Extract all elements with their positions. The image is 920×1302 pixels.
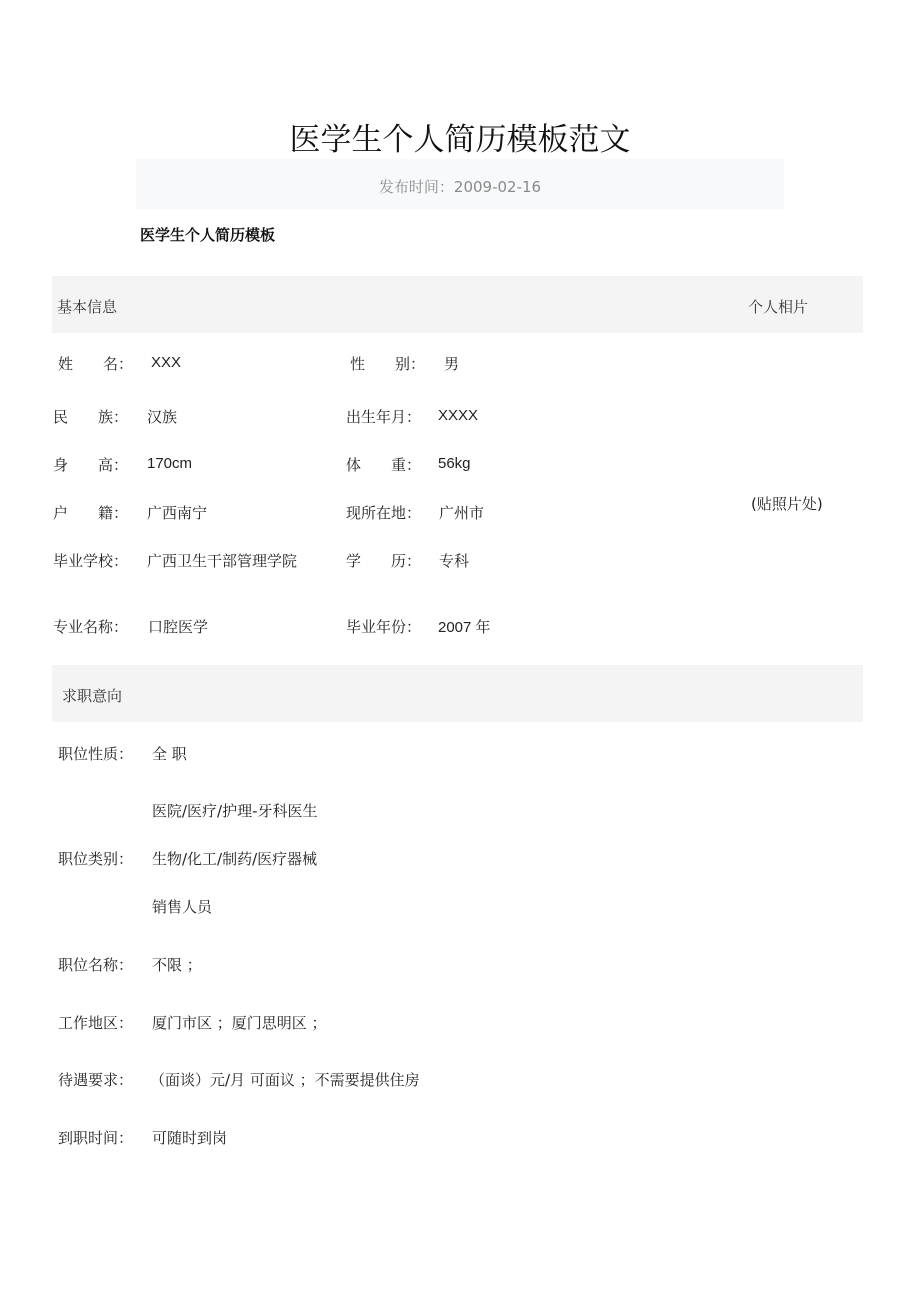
residence-value: 广州市: [439, 504, 485, 522]
job-intent-label: 求职意向: [62, 687, 123, 705]
basic-info-label: 基本信息: [57, 298, 118, 316]
job-nature-value: 全 职: [152, 745, 187, 763]
page-title: 医学生个人简历模板范文: [289, 122, 631, 158]
ethnicity-label: 民 族：: [53, 408, 129, 426]
height-value: 170cm: [147, 455, 193, 472]
school-value: 广西卫生干部管理学院: [147, 552, 298, 570]
resume-subtitle: 医学生个人简历模板: [140, 226, 276, 244]
start-time-label: 到职时间：: [58, 1129, 134, 1147]
birth-label: 出生年月：: [346, 408, 422, 426]
job-category-line-1: 医院/医疗/护理-牙科医生: [152, 802, 318, 820]
hukou-value: 广西南宁: [147, 504, 208, 522]
publish-date: 发布时间：2009-02-16: [378, 178, 542, 196]
degree-label: 学 历：: [346, 552, 422, 570]
job-position-value: 不限 ；: [152, 956, 202, 974]
job-position-label: 职位名称：: [58, 956, 134, 974]
ethnicity-value: 汉族: [147, 408, 178, 426]
birth-value: XXXX: [438, 407, 479, 424]
major-label: 专业名称：: [53, 618, 129, 636]
job-intent-header: [52, 665, 863, 722]
degree-value: 专科: [439, 552, 470, 570]
job-category-line-3: 销售人员: [152, 898, 213, 916]
name-label: 姓 名：: [58, 355, 134, 373]
photo-placeholder: (贴照片处): [751, 495, 823, 513]
weight-value: 56kg: [438, 455, 471, 472]
gender-value: 男: [444, 355, 460, 373]
start-time-value: 可随时到岗: [152, 1129, 228, 1147]
salary-label: 待遇要求：: [58, 1071, 134, 1089]
weight-label: 体 重：: [346, 456, 422, 474]
photo-label: 个人相片: [748, 298, 809, 316]
school-label: 毕业学校：: [53, 552, 129, 570]
job-nature-label: 职位性质：: [58, 745, 134, 763]
grad-year-value: 2007 年: [438, 619, 491, 636]
salary-value: （面谈）元/月 可面议 ；不需要提供住房: [150, 1071, 420, 1089]
name-value: XXX: [151, 354, 182, 371]
job-category-line-2: 生物/化工/制药/医疗器械: [152, 850, 318, 868]
work-area-value: 厦门市区 ；厦门思明区 ；: [152, 1014, 327, 1032]
work-area-label: 工作地区：: [58, 1014, 134, 1032]
grad-year-label: 毕业年份：: [346, 618, 422, 636]
gender-label: 性 别：: [350, 355, 426, 373]
height-label: 身 高：: [53, 456, 129, 474]
job-category-label: 职位类别：: [58, 850, 134, 868]
residence-label: 现所在地：: [346, 504, 422, 522]
hukou-label: 户 籍：: [53, 504, 129, 522]
major-value: 口腔医学: [148, 618, 209, 636]
basic-info-header: [52, 276, 863, 333]
